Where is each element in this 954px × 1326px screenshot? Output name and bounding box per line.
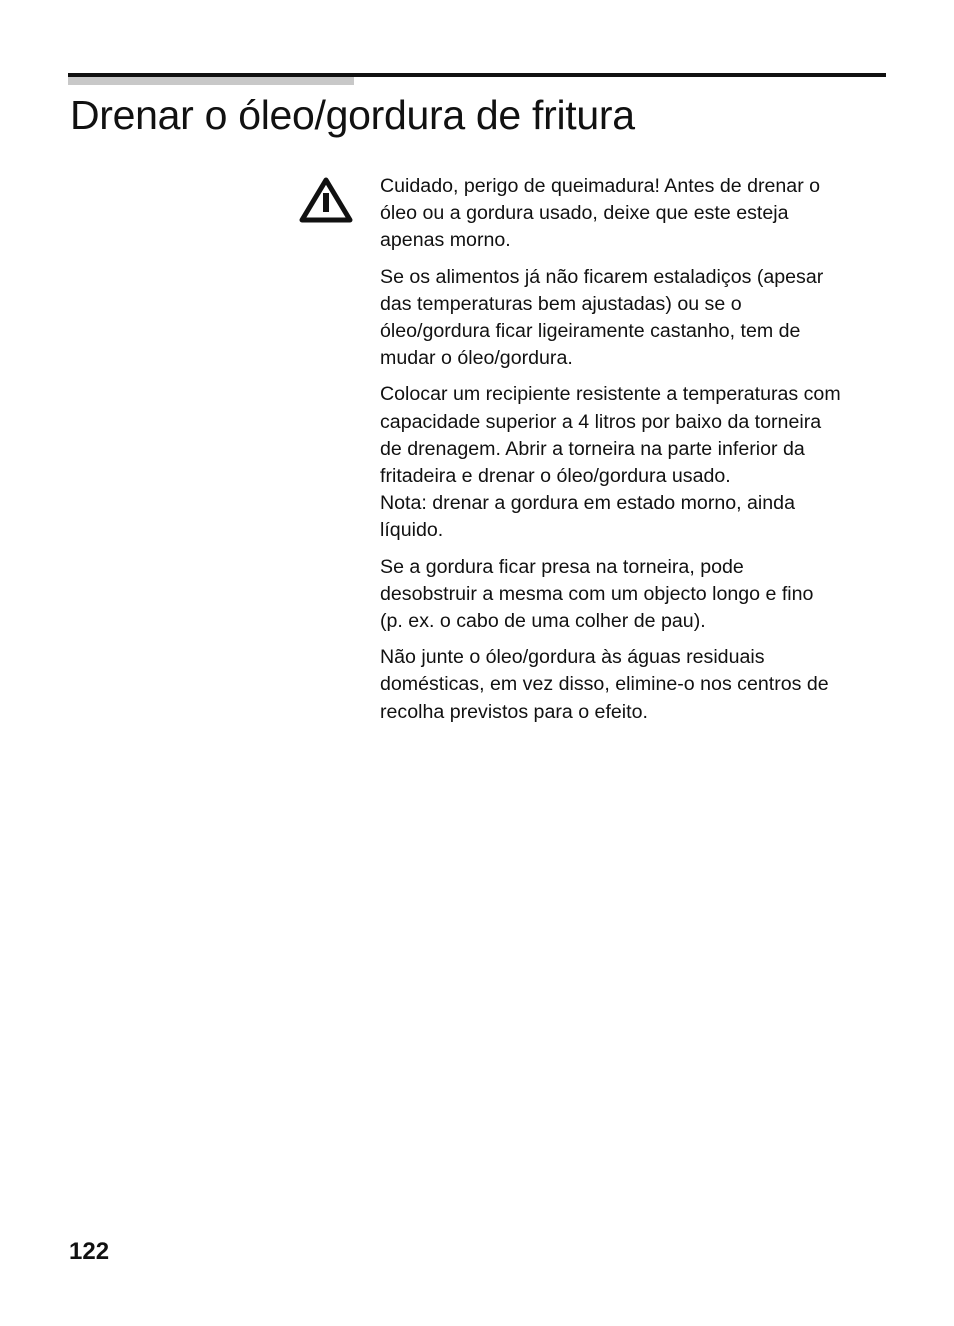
text-line: Nota: drenar a gordura em estado morno, ainda: [380, 492, 795, 515]
paragraph-draining-steps: [380, 381, 890, 544]
text-line: capacidade superior a 4 litros por baixo da torneira: [380, 410, 822, 433]
text-line: Se a gordura ficar presa na torneira, pode: [380, 555, 744, 578]
text-line: óleo/gordura ficar ligeiramente castanho, tem de: [380, 320, 801, 343]
paragraph-disposal: [380, 644, 890, 726]
text-line: apenas morno.: [380, 229, 511, 252]
text-line: domésticas, em vez disso, elimine-o nos centros de: [380, 673, 829, 696]
paragraph-warning: [380, 173, 890, 255]
text-line: Se os alimentos já não ficarem estaladiços (apesar: [380, 265, 824, 288]
header-rule-gray: [68, 76, 354, 85]
content-column: [380, 173, 890, 735]
text-line: das temperaturas bem ajustadas) ou se o: [380, 292, 742, 315]
paragraph-when-to-change: [380, 264, 890, 373]
text-line: óleo ou a gordura usado, deixe que este esteja: [380, 202, 789, 225]
text-line: fritadeira e drenar o óleo/gordura usado.: [380, 465, 731, 488]
page-title: Drenar o óleo/gordura de fritura: [70, 92, 635, 138]
text-line: líquido.: [380, 519, 444, 542]
text-line: Cuidado, perigo de queimadura! Antes de drenar o: [380, 175, 821, 197]
header-rule-black: [68, 73, 886, 77]
text-line: Não junte o óleo/gordura às águas residuais: [380, 646, 765, 669]
text-line: desobstruir a mesma com um objecto longo e fino: [380, 582, 814, 605]
paragraph-clogged-tap: [380, 554, 890, 636]
text-line: mudar o óleo/gordura.: [380, 347, 573, 370]
page-number: 122: [69, 1238, 110, 1265]
text-line: de drenagem. Abrir a torneira na parte inferior da: [380, 437, 805, 460]
warning-triangle-icon: [298, 176, 354, 224]
text-line: Colocar um recipiente resistente a temperaturas com: [380, 383, 841, 406]
text-line: (p. ex. o cabo de uma colher de pau).: [380, 610, 706, 633]
text-line: recolha previstos para o efeito.: [380, 700, 648, 723]
